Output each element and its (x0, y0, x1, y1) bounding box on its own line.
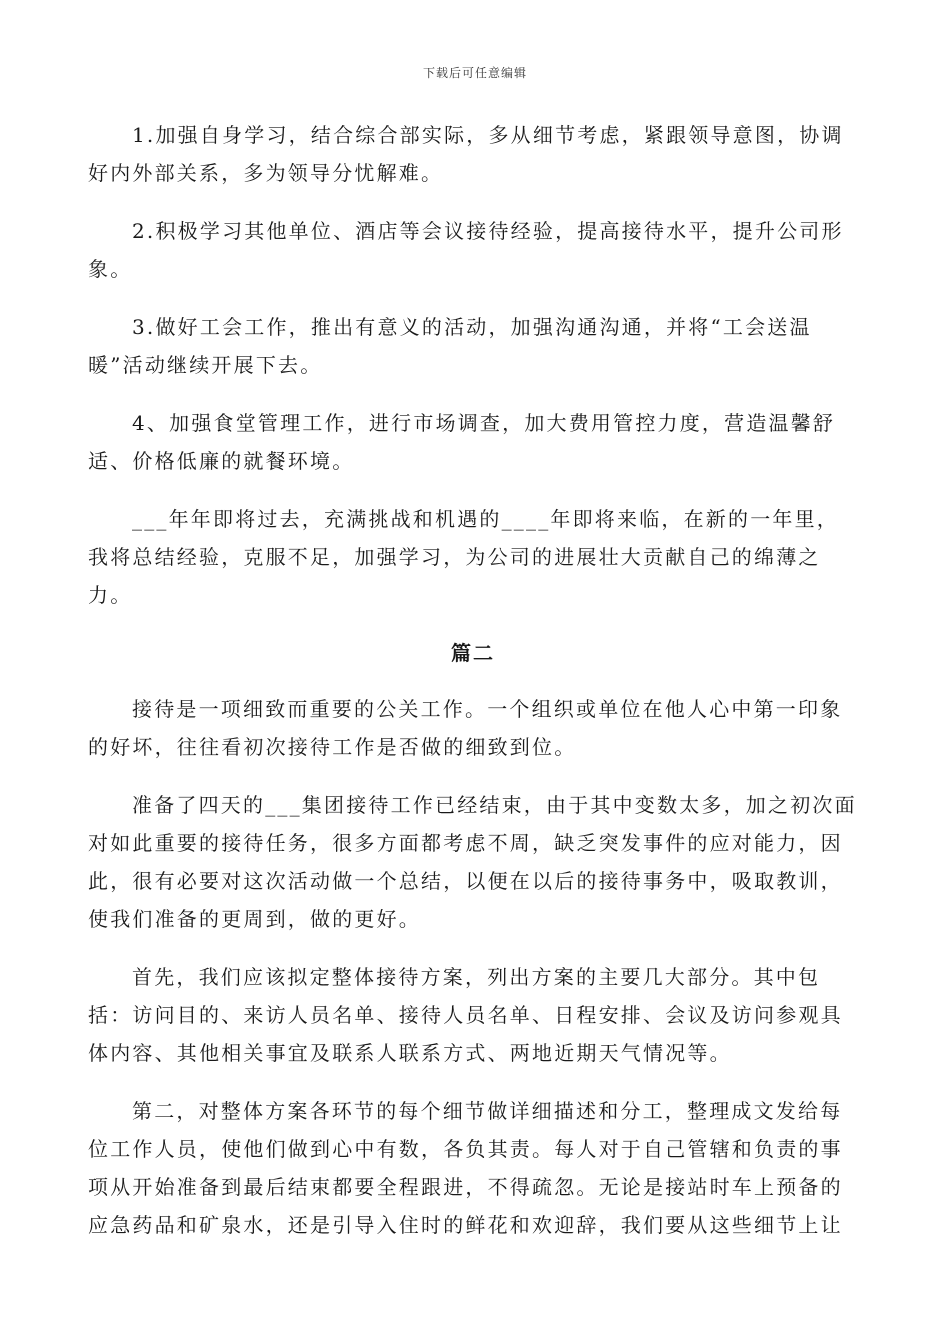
document-body (88, 116, 858, 1264)
paragraph-intro: 接待是一项细致而重要的公关工作。一个组织或单位在他人心中第一印象的好坏，往往看初次接待工作是否做的细致到位。 (88, 697, 843, 759)
page-header: 下载后可任意编辑 (422, 66, 527, 80)
paragraph-summary: 准备了四天的___集团接待工作已经结束，由于其中变数太多，加之初次面对如此重要的接待任务，很多方面都考虑不周，缺乏突发事件的应对能力，因此，很有必要对这次活动做一个总结，以便在以后的接待事务中，吸取教训，使我们准备的更周到，做的更好。 (88, 793, 857, 931)
paragraph-item-1: 1.加强自身学习，结合综合部实际，多从细节考虑，紧跟领导意图，协调好内外部关系，多为领导分忧解难。 (88, 123, 844, 185)
paragraph-item-3: 3.做好工会工作，推出有意义的活动，加强沟通沟通，并将“工会送温暖”活动继续开展下去。 (88, 315, 812, 377)
section-title: 篇二 (451, 641, 495, 665)
paragraph-item-4: 4、加强食堂管理工作，进行市场调查，加大费用管控力度，营造温馨舒适、价格低廉的就餐环境。 (88, 411, 836, 473)
paragraph-second: 第二，对整体方案各环节的每个细节做详细描述和分工，整理成文发给每位工作人员，使他们做到心中有数，各负其责。每人对于自己管辖和负责的事项从开始准备到最后结束都要全程跟进，不得疏忽。无论是接站时车上预备的应急药品和矿泉水，还是引导入住时的鲜花和欢迎辞，我们要从这些细节上让 (88, 1099, 843, 1237)
paragraph-first: 首先，我们应该拟定整体接待方案，列出方案的主要几大部分。其中包括：访问目的、来访人员名单、接待人员名单、日程安排、会议及访问参观具体内容、其他相关事宜及联系人联系方式、两地近期天气情况等。 (88, 965, 843, 1065)
paragraph-item-2: 2.积极学习其他单位、酒店等会议接待经验，提高接待水平，提升公司形象。 (88, 219, 844, 281)
paragraph-closing: ___年年即将过去，充满挑战和机遇的____年即将来临，在新的一年里，我将总结经验，克服不足，加强学习，为公司的进展壮大贡献自己的绵薄之力。 (88, 507, 839, 607)
